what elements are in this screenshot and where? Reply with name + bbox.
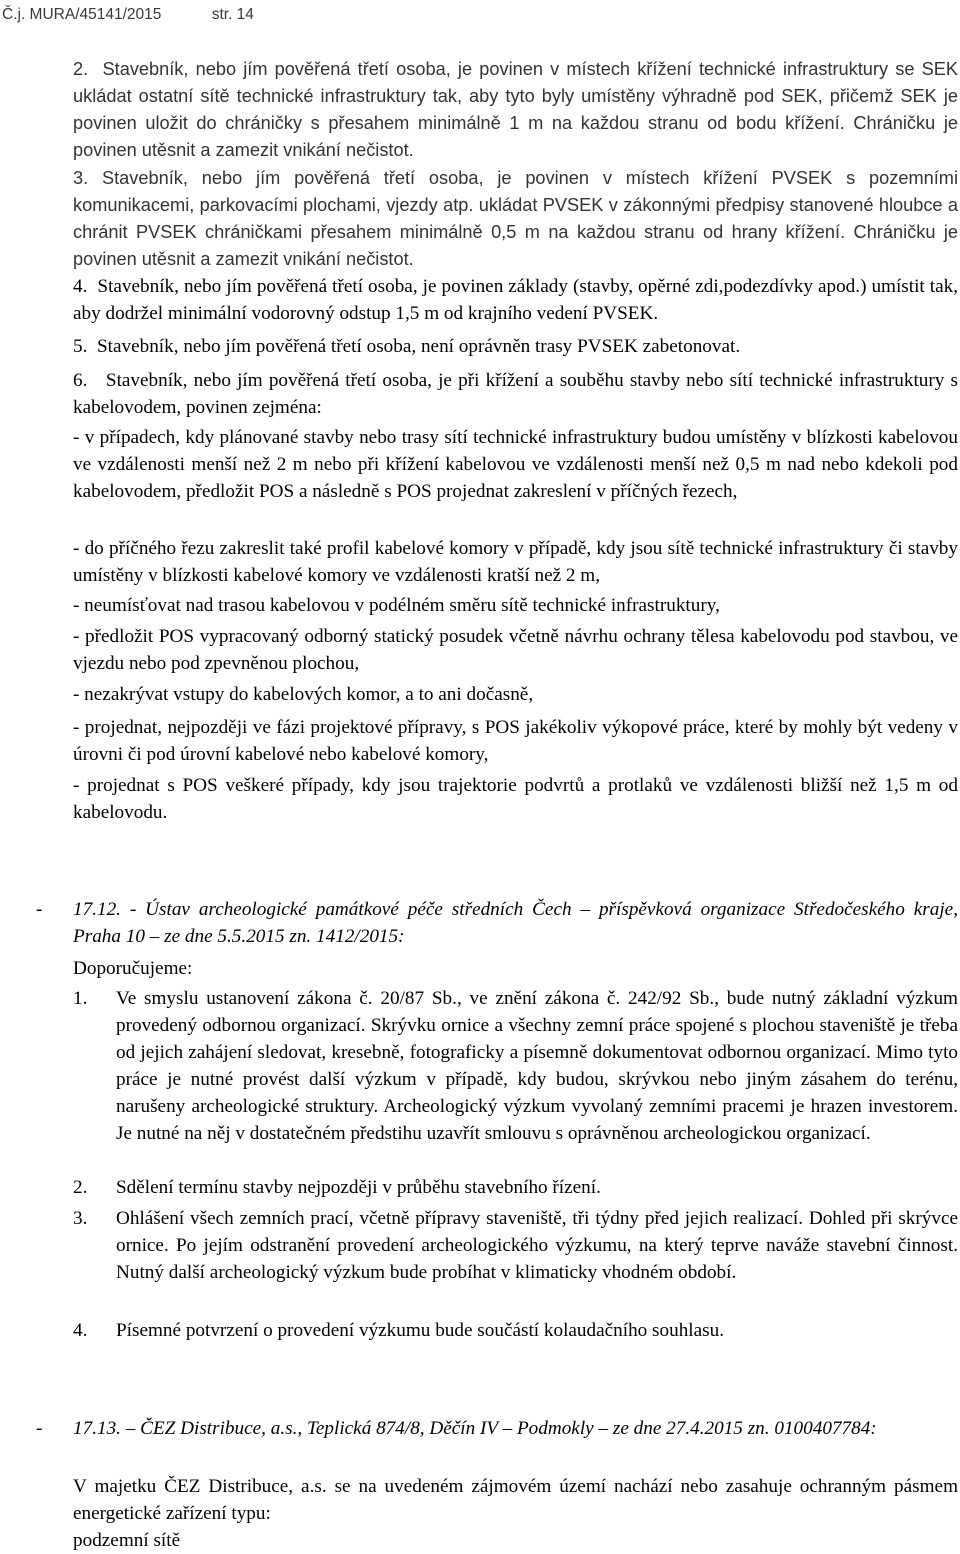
requirement-item-1: - v případech, kdy plánované stavby nebo trasy sítí technické infrastruktury budou umístěny v blízkosti kabelovou ve vzdálenosti menší než 2 m nebo při křížení kabelovou ve vzdálenosti menší než 0,5 m nad nebo kdekoli pod kabelovodem, předložit POS a následně s POS projednat zakreslení v příčných řezech, bbox=[73, 427, 958, 502]
reference-number: Č.j. MURA/45141/2015 bbox=[2, 6, 162, 23]
item-text: Ve smyslu ustanovení zákona č. 20/87 Sb., ve znění zákona č. 242/92 Sb., bude nutný základní výzkum provedený odbornou organizací. Skrývku ornice a všechny zemní práce spojené s plochou staveniště je třeba od jejich zahájení sledovat, kresebně, fotograficky a písemně dokumentovat odbornou organizací. Mimo tyto práce je nutné provést další výzkum v případě, kdy budou, skrývkou nebo jiným zásahem do terénu, narušeny archeologické struktury. Archeologický výzkum vyvolaný zemními pracemi je hrazen investorem. Je nutné na něj v dostatečném předstihu uzavřít smlouvu s oprávněnou archeologickou organizací. bbox=[116, 988, 958, 1144]
item-number: 2. bbox=[73, 1177, 88, 1198]
paragraph-2-text: Stavebník, nebo jím pověřená třetí osoba, je povinen v místech křížení technické infrastruktury se SEK ukládat ostatní sítě technické infrastruktury tak, aby tyto byly umístěny výhradně pod SEK, přičemž SEK je povinen uložit do chráničky s přesahem minimálně 1 m na každou stranu od bodu křížení. Chráničku je povinen utěsnit a zamezit vnikání nečistot. bbox=[73, 59, 958, 160]
paragraph-4-text: Stavebník, nebo jím pověřená třetí osoba, je povinen základy (stavby, opěrné zdi,podezdívky apod.) umístit tak, aby dodržel minimální vodorovný odstup 1,5 m od krajního vedení PVSEK. bbox=[73, 276, 959, 324]
paragraph-6 bbox=[73, 367, 958, 421]
page-number: str. 14 bbox=[211, 6, 254, 23]
paragraph-5 bbox=[73, 333, 958, 360]
paragraph-4-number: 4. bbox=[73, 276, 88, 297]
entry-17-12-title: 17.12. - Ústav archeologické památkové péče středních Čech – příspěvková organizace Středočeského kraje, Praha 10 – ze dne 5.5.2015 zn. 1412/2015: bbox=[73, 899, 958, 947]
item-number: 1. bbox=[73, 988, 88, 1009]
entry-17-12-intro: Doporučujeme: bbox=[73, 958, 193, 979]
paragraph-4 bbox=[73, 273, 958, 327]
paragraph-5-number: 5. bbox=[73, 336, 88, 357]
item-number: 3. bbox=[73, 1208, 88, 1229]
paragraph-2 bbox=[73, 56, 958, 164]
item-text: Sdělení termínu stavby nejpozději v průběhu stavebního řízení. bbox=[116, 1177, 601, 1198]
paragraph-3 bbox=[73, 165, 958, 273]
entry-17-13-heading bbox=[36, 1415, 958, 1442]
entry-dash: - bbox=[36, 1418, 43, 1439]
requirement-item-2: - do příčného řezu zakreslit také profil kabelové komory v případě, kdy jsou sítě technické infrastruktury či stavby umístěny v blízkosti kabelové komory ve vzdálenosti kratší než 2 m, bbox=[73, 538, 958, 586]
requirement-item-4: - předložit POS vypracovaný odborný statický posudek včetně návrhu ochrany tělesa kabelovodu pod stavbou, ve vjezdu nebo pod zpevněnou plochou, bbox=[73, 626, 958, 674]
entry-17-12-item-3 bbox=[73, 1205, 958, 1286]
entry-17-12-heading bbox=[36, 896, 958, 950]
paragraph-5-text: Stavebník, nebo jím pověřená třetí osoba, není oprávněn trasy PVSEK zabetonovat. bbox=[96, 336, 741, 357]
paragraph-6-text: Stavebník, nebo jím pověřená třetí osoba, je při křížení a souběhu stavby nebo sítí technické infrastruktury s kabelovodem, povinen zejména: bbox=[73, 370, 959, 418]
entry-17-12-item-2 bbox=[73, 1174, 958, 1201]
paragraph-2-number: 2. bbox=[73, 59, 89, 79]
item-text: Písemné potvrzení o provedení výzkumu bude součástí kolaudačního souhlasu. bbox=[116, 1320, 725, 1341]
item-text: Ohlášení všech zemních prací, včetně přípravy staveniště, tři týdny před jejich realizací. Dohled při skrývce ornice. Po jejím odstranění provedení archeologického výzkumu, na který teprve naváže stavební činnost. Nutný další archeologický výzkum bude probíhat v klimaticky vhodném období. bbox=[116, 1208, 958, 1283]
entry-17-13-title: 17.13. – ČEZ Distribuce, a.s., Teplická 874/8, Děčín IV – Podmokly – ze dne 27.4.2015 zn. 0100407784: bbox=[73, 1418, 877, 1439]
requirement-item-7: - projednat s POS veškeré případy, kdy jsou trajektorie podvrtů a protlaků ve vzdálenosti bližší než 1,5 m od kabelovodu. bbox=[73, 775, 958, 823]
entry-dash: - bbox=[36, 899, 43, 920]
item-number: 4. bbox=[73, 1320, 88, 1341]
page-header bbox=[2, 6, 254, 24]
requirement-item-5: - nezakrývat vstupy do kabelových komor, a to ani dočasně, bbox=[73, 684, 534, 705]
requirement-item-3: - neumísťovat nad trasou kabelovou v podélném směru sítě technické infrastruktury, bbox=[73, 595, 720, 616]
paragraph-3-text: Stavebník, nebo jím pověřená třetí osoba, je povinen v místech křížení PVSEK s pozemními komunikacemi, parkovacími plochami, vjezdy atp. ukládat PVSEK v zákonnými předpisy stanovené hloubce a chránit PVSEK chráničkami přesahem minimálně 0,5 m na každou stranu od hrany křížení. Chráničku je povinen utěsnit a zamezit vnikání nečistot. bbox=[73, 168, 958, 269]
entry-17-13-text: V majetku ČEZ Distribuce, a.s. se na uvedeném zájmovém území nachází nebo zasahuje ochranným pásmem energetické zařízení typu: bbox=[73, 1476, 958, 1524]
paragraph-6-number: 6. bbox=[73, 370, 88, 391]
paragraph-3-number: 3. bbox=[73, 168, 89, 188]
requirement-item-6: - projednat, nejpozději ve fázi projektové přípravy, s POS jakékoliv výkopové práce, které by mohly být vedeny v úrovni či pod úrovní kabelové nebo kabelové komory, bbox=[73, 717, 958, 765]
entry-17-12-item-4 bbox=[73, 1317, 958, 1344]
entry-17-13-type: podzemní sítě bbox=[73, 1530, 181, 1551]
entry-17-12-item-1 bbox=[73, 985, 958, 1147]
